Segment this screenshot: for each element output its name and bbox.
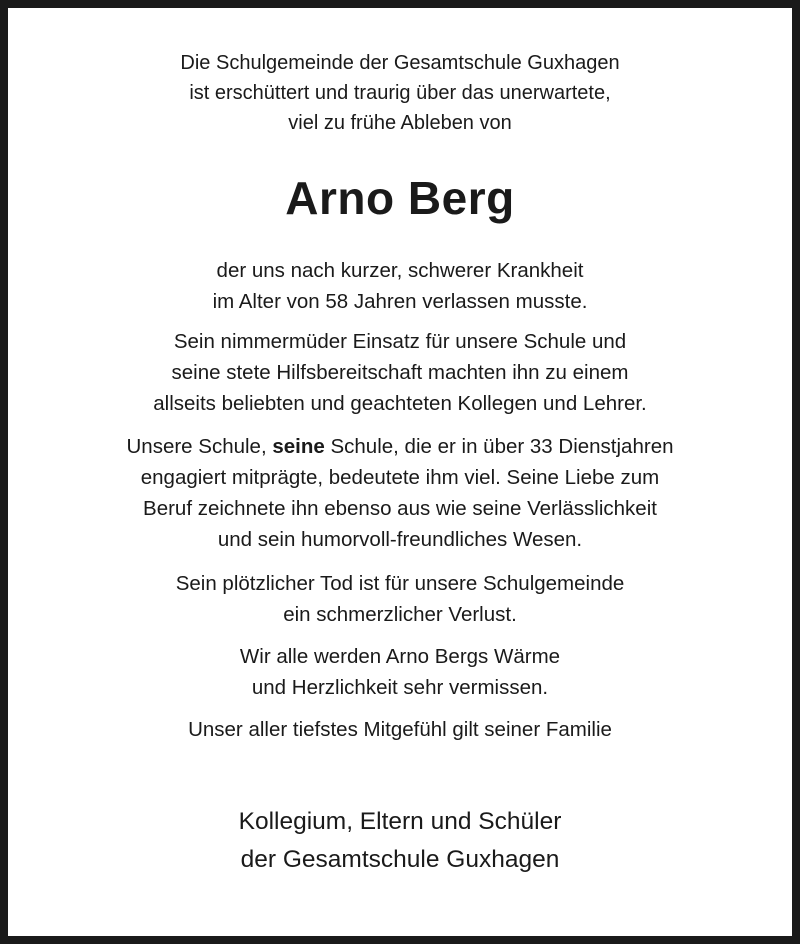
paragraph-school [8, 431, 792, 555]
paragraph-line [8, 431, 792, 462]
paragraph-line: allseits beliebten und geachteten Kollegen und Lehrer. [153, 392, 647, 415]
paragraph-line: und Herzlichkeit sehr vermissen. [251, 676, 549, 699]
paragraph-line: im Alter von 58 Jahren verlassen musste. [212, 290, 588, 313]
intro-line: Die Schulgemeinde der Gesamtschule Guxhagen [180, 52, 620, 74]
deceased-name: Arno Berg [285, 172, 515, 224]
intro-text [8, 48, 792, 138]
signature-block [8, 803, 792, 879]
text-segment: Schule, die er in über 33 Dienstjahren [324, 435, 674, 458]
paragraph-line: ein schmerzlicher Verlust. [283, 603, 517, 626]
text-segment: Unsere Schule, [126, 435, 273, 458]
intro-line: ist erschüttert und traurig über das unerwartete, [189, 82, 611, 104]
paragraph-condolence [8, 714, 792, 745]
paragraph-commitment [8, 326, 792, 419]
paragraph-line: Beruf zeichnete ihn ebenso aus wie seine Verlässlichkeit [143, 497, 657, 520]
paragraph-line: Wir alle werden Arno Bergs Wärme [239, 645, 561, 668]
paragraph-line: Sein plötzlicher Tod ist für unsere Schulgemeinde [175, 572, 625, 595]
signature-line: Kollegium, Eltern und Schüler [238, 808, 562, 835]
paragraph-warmth [8, 641, 792, 703]
paragraph-line: Sein nimmermüder Einsatz für unsere Schule und [173, 330, 627, 353]
paragraph-line: engagiert mitprägte, bedeutete ihm viel. Seine Liebe zum [140, 466, 660, 489]
paragraph-line: und sein humorvoll-freundliches Wesen. [217, 528, 583, 551]
emphasis-text: seine [272, 435, 325, 458]
signature-line: der Gesamtschule Guxhagen [240, 846, 560, 873]
paragraph-line: Unser aller tiefstes Mitgefühl gilt seiner Familie [188, 718, 612, 741]
paragraph-line: der uns nach kurzer, schwerer Krankheit [216, 259, 584, 282]
paragraph-line: seine stete Hilfsbereitschaft machten ihn zu einem [171, 361, 629, 384]
paragraph-illness [8, 255, 792, 317]
paragraph-loss [8, 568, 792, 630]
intro-line: viel zu frühe Ableben von [288, 112, 512, 134]
